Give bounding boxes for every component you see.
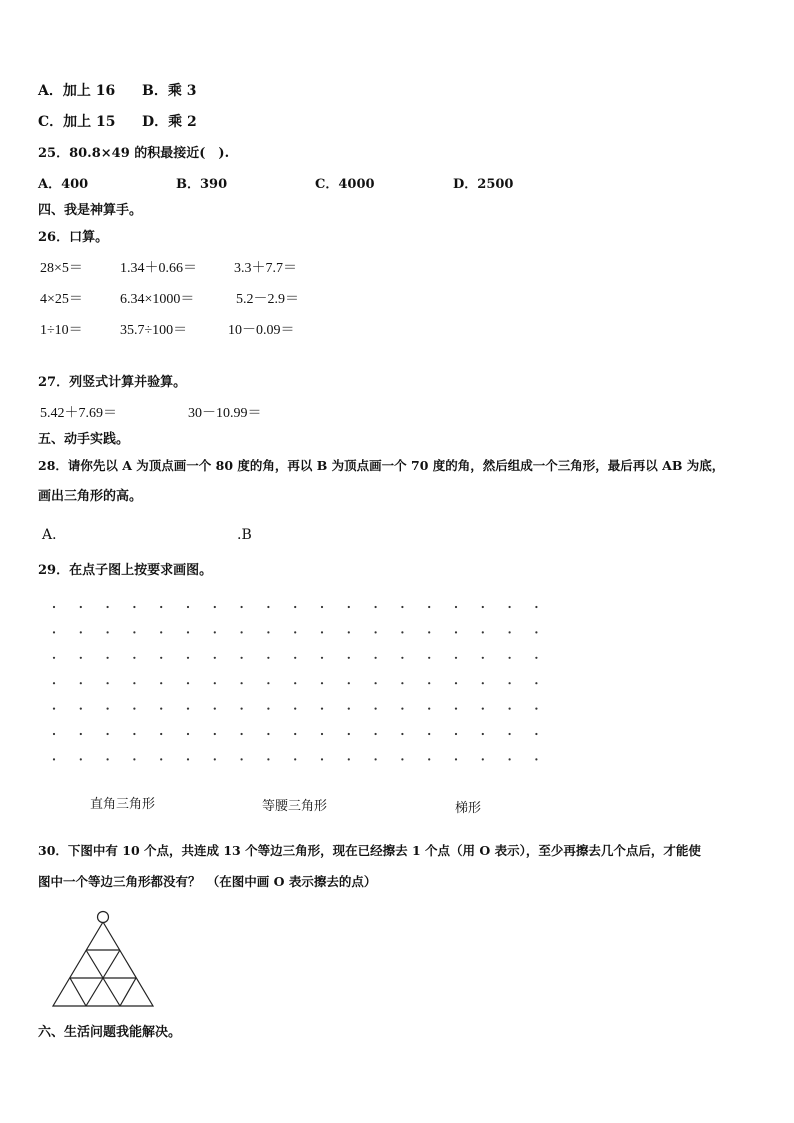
grid-dot — [133, 657, 135, 659]
grid-dot — [53, 758, 55, 760]
grid-dot — [375, 606, 377, 608]
grid-dot — [294, 708, 296, 710]
grid-dot — [482, 708, 484, 710]
grid-dot — [133, 758, 135, 760]
grid-dot — [133, 708, 135, 710]
grid-dot — [214, 733, 216, 735]
grid-dot — [241, 733, 243, 735]
label-isosceles-triangle: 等腰三角形 — [262, 799, 328, 814]
grid-dot — [107, 657, 109, 659]
grid-dot — [160, 631, 162, 633]
grid-dot — [267, 708, 269, 710]
grid-dot — [401, 682, 403, 684]
grid-dot — [321, 682, 323, 684]
grid-dot — [535, 657, 537, 659]
grid-dot — [187, 758, 189, 760]
grid-dot — [348, 631, 350, 633]
q28-point-b: .B — [237, 527, 252, 543]
q26-r3-c1: 1÷10＝ — [40, 323, 83, 338]
q26-stem: 26．口算。 — [38, 230, 109, 245]
grid-dot — [294, 631, 296, 633]
grid-dot — [482, 631, 484, 633]
grid-dot — [214, 606, 216, 608]
label-trapezoid: 梯形 — [455, 801, 482, 816]
grid-dot — [80, 758, 82, 760]
triangle-figure[interactable] — [46, 910, 162, 1014]
grid-dot — [267, 631, 269, 633]
grid-dot — [375, 708, 377, 710]
grid-dot — [348, 733, 350, 735]
grid-dot — [53, 733, 55, 735]
grid-dot — [107, 708, 109, 710]
grid-dot — [294, 682, 296, 684]
grid-dot — [401, 606, 403, 608]
grid-dot — [241, 631, 243, 633]
grid-dot — [267, 682, 269, 684]
grid-dot — [321, 657, 323, 659]
q24-option-d: D．乘 2 — [142, 114, 197, 130]
grid-dot — [455, 606, 457, 608]
grid-dot — [267, 758, 269, 760]
grid-dot — [455, 657, 457, 659]
grid-dot — [241, 682, 243, 684]
grid-dot — [133, 733, 135, 735]
grid-dot — [133, 606, 135, 608]
erased-point-o — [98, 912, 109, 923]
grid-dot — [509, 606, 511, 608]
grid-dot — [241, 606, 243, 608]
grid-dot — [187, 631, 189, 633]
grid-dot — [348, 682, 350, 684]
grid-dot — [428, 606, 430, 608]
grid-dot — [241, 708, 243, 710]
q27-item-1: 5.42＋7.69＝ — [40, 406, 117, 421]
q25-stem: 25．80.8×49 的积最接近( ). — [38, 146, 230, 161]
grid-dot — [482, 682, 484, 684]
grid-dot — [509, 758, 511, 760]
q26-r1-c1: 28×5＝ — [40, 261, 83, 276]
section-6-heading: 六、生活问题我能解决。 — [38, 1025, 182, 1040]
q24-option-a: A．加上 16 — [38, 83, 116, 99]
grid-dot — [348, 758, 350, 760]
grid-dot — [375, 657, 377, 659]
q26-r2-c3: 5.2－2.9＝ — [236, 292, 299, 307]
grid-dot — [428, 631, 430, 633]
grid-dot — [187, 657, 189, 659]
grid-dot — [375, 733, 377, 735]
grid-dot — [509, 682, 511, 684]
grid-dot — [428, 733, 430, 735]
grid-dot — [214, 708, 216, 710]
grid-dot — [428, 682, 430, 684]
grid-dot — [509, 708, 511, 710]
grid-dot — [80, 733, 82, 735]
grid-dot — [294, 606, 296, 608]
grid-dot — [321, 733, 323, 735]
q25-option-d: D．2500 — [453, 177, 514, 192]
section-5-heading: 五、动手实践。 — [38, 432, 130, 447]
grid-dot — [160, 657, 162, 659]
grid-dot — [321, 606, 323, 608]
grid-dot — [80, 631, 82, 633]
grid-dot — [509, 631, 511, 633]
grid-dot — [375, 631, 377, 633]
grid-dot — [348, 606, 350, 608]
grid-dot — [375, 758, 377, 760]
q26-r2-c2: 6.34×1000＝ — [120, 292, 195, 307]
grid-dot — [241, 657, 243, 659]
grid-dot — [107, 758, 109, 760]
diag-line-2 — [70, 978, 86, 1006]
grid-dot — [321, 758, 323, 760]
grid-dot — [482, 657, 484, 659]
grid-dot — [214, 631, 216, 633]
outer-triangle — [53, 922, 153, 1006]
grid-dot — [160, 708, 162, 710]
grid-dot — [107, 682, 109, 684]
grid-dot — [214, 657, 216, 659]
grid-dot — [133, 682, 135, 684]
grid-dot — [294, 657, 296, 659]
grid-dot — [455, 758, 457, 760]
grid-dot — [187, 733, 189, 735]
grid-dot — [53, 606, 55, 608]
grid-dot — [535, 631, 537, 633]
grid-dot — [267, 657, 269, 659]
grid-dot — [107, 631, 109, 633]
grid-dot — [187, 606, 189, 608]
grid-dot — [482, 606, 484, 608]
q26-r1-c3: 3.3＋7.7＝ — [234, 261, 297, 276]
grid-dot — [375, 682, 377, 684]
section-4-heading: 四、我是神算手。 — [38, 203, 143, 218]
grid-dot — [535, 733, 537, 735]
grid-dot — [321, 708, 323, 710]
grid-dot — [267, 733, 269, 735]
q27-stem: 27．列竖式计算并验算。 — [38, 375, 187, 390]
q26-r1-c2: 1.34＋0.66＝ — [120, 261, 197, 276]
grid-dot — [187, 708, 189, 710]
q28-line-1: 28．请你先以 A 为顶点画一个 80 度的角，再以 B 为顶点画一个 70 度的角，然后组成一个三角形，最后再以 AB 为底， — [38, 458, 725, 473]
q26-r2-c1: 4×25＝ — [40, 292, 83, 307]
grid-dot — [80, 606, 82, 608]
q24-option-c: C．加上 15 — [38, 114, 116, 130]
grid-dot — [455, 733, 457, 735]
grid-dot — [455, 708, 457, 710]
grid-dot — [80, 682, 82, 684]
grid-dot — [482, 733, 484, 735]
grid-dot — [53, 708, 55, 710]
q30-line-2: 图中一个等边三角形都没有？ （在图中画 O 表示擦去的点） — [38, 874, 377, 889]
q30-line-1: 30．下图中有 10 个点，共连成 13 个等边三角形，现在已经擦去 1 个点（用 O 表示），至少再擦去几个点后，才能使 — [38, 843, 701, 858]
grid-dot — [294, 733, 296, 735]
grid-dot — [107, 733, 109, 735]
grid-dot — [160, 758, 162, 760]
grid-dot — [80, 657, 82, 659]
grid-dot — [455, 682, 457, 684]
grid-dot — [107, 606, 109, 608]
grid-dot — [241, 758, 243, 760]
grid-dot — [428, 708, 430, 710]
grid-dot — [428, 657, 430, 659]
grid-dot — [133, 631, 135, 633]
q26-r3-c3: 10－0.09＝ — [228, 323, 295, 338]
grid-dot — [160, 682, 162, 684]
q25-option-b: B．390 — [176, 177, 228, 192]
grid-dot — [53, 682, 55, 684]
q25-option-c: C．4000 — [315, 177, 375, 192]
grid-dot — [535, 606, 537, 608]
q26-r3-c2: 35.7÷100＝ — [120, 323, 188, 338]
q27-item-2: 30－10.99＝ — [188, 406, 262, 421]
grid-dot — [214, 758, 216, 760]
grid-dot — [535, 682, 537, 684]
grid-dot — [401, 708, 403, 710]
grid-dot — [348, 657, 350, 659]
grid-dot — [321, 631, 323, 633]
grid-dot — [535, 758, 537, 760]
grid-dot — [53, 657, 55, 659]
grid-dot — [428, 758, 430, 760]
grid-dot — [53, 631, 55, 633]
q29-stem: 29．在点子图上按要求画图。 — [38, 563, 213, 578]
grid-dot — [294, 758, 296, 760]
grid-dot — [482, 758, 484, 760]
grid-dot — [401, 758, 403, 760]
grid-dot — [214, 682, 216, 684]
grid-dot — [80, 708, 82, 710]
q28-point-a: A． — [42, 527, 67, 543]
grid-dot — [509, 733, 511, 735]
grid-dot — [509, 657, 511, 659]
grid-dot — [401, 631, 403, 633]
grid-dot — [160, 733, 162, 735]
q24-option-b: B．乘 3 — [142, 83, 197, 99]
grid-dot — [401, 733, 403, 735]
grid-dot — [160, 606, 162, 608]
q25-option-a: A．400 — [38, 177, 89, 192]
grid-dot — [267, 606, 269, 608]
grid-dot — [455, 631, 457, 633]
q28-line-2: 画出三角形的高。 — [38, 489, 143, 504]
diag-line-4 — [120, 978, 136, 1006]
grid-dot — [401, 657, 403, 659]
label-right-triangle: 直角三角形 — [90, 797, 156, 812]
grid-dot — [187, 682, 189, 684]
grid-dot — [348, 708, 350, 710]
grid-dot — [535, 708, 537, 710]
